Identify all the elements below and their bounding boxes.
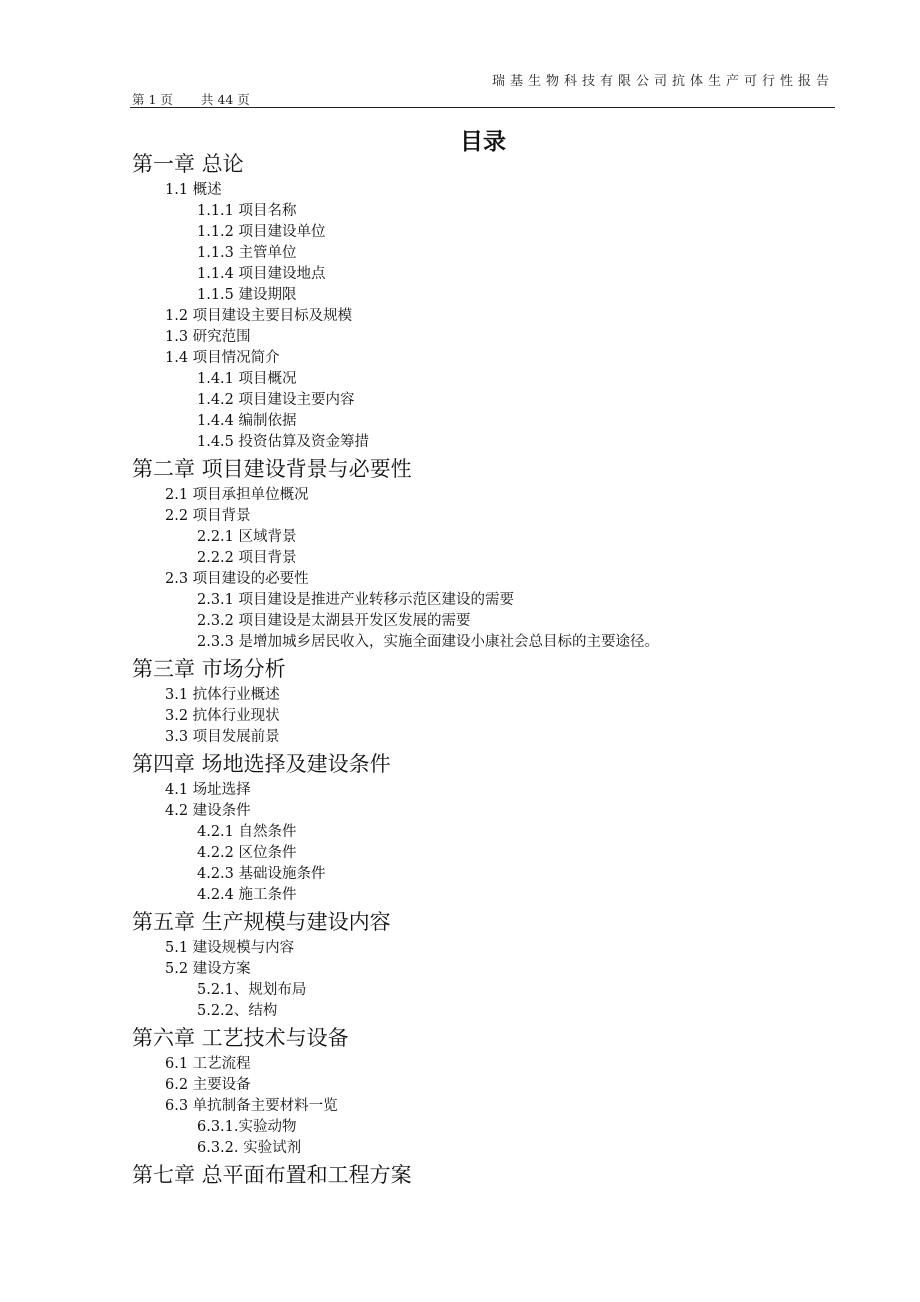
toc-section[interactable]: 3.1 抗体行业概述 (165, 687, 280, 703)
toc-subsection[interactable]: 4.2.3 基础设施条件 (197, 866, 326, 882)
toc-subsection[interactable]: 4.2.4 施工条件 (197, 887, 297, 903)
page-title: 目录 (460, 129, 506, 155)
toc-chapter[interactable]: 第二章 项目建设背景与必要性 (132, 457, 412, 481)
toc-subsection[interactable]: 1.1.4 项目建设地点 (197, 266, 326, 282)
header-page-info (132, 90, 250, 108)
toc-subsection[interactable]: 2.3.3 是增加城乡居民收入，实施全面建设小康社会总目标的主要途径。 (197, 634, 660, 650)
toc-section[interactable]: 1.2 项目建设主要目标及规模 (165, 308, 353, 324)
toc-section[interactable]: 4.1 场址选择 (165, 782, 251, 798)
toc-subsection[interactable]: 1.1.2 项目建设单位 (197, 224, 326, 240)
toc-subsection[interactable]: 4.2.2 区位条件 (197, 845, 297, 861)
toc-section[interactable]: 5.2 建设方案 (165, 961, 251, 977)
toc-subsection[interactable]: 2.2.2 项目背景 (197, 550, 297, 566)
toc-section[interactable]: 6.1 工艺流程 (165, 1056, 251, 1072)
toc-section[interactable]: 1.4 项目情况简介 (165, 350, 280, 366)
toc-section[interactable]: 5.1 建设规模与内容 (165, 940, 295, 956)
toc-subsection[interactable]: 2.2.1 区域背景 (197, 529, 297, 545)
toc-chapter[interactable]: 第七章 总平面布置和工程方案 (132, 1163, 412, 1187)
header-divider (130, 107, 835, 108)
toc-section[interactable]: 6.2 主要设备 (165, 1077, 251, 1093)
toc-section[interactable]: 2.3 项目建设的必要性 (165, 571, 309, 587)
toc-section[interactable]: 6.3 单抗制备主要材料一览 (165, 1098, 338, 1114)
toc-subsection[interactable]: 6.3.1.实验动物 (197, 1119, 297, 1135)
toc-section[interactable]: 2.2 项目背景 (165, 508, 251, 524)
toc-subsection[interactable]: 6.3.2. 实验试剂 (197, 1140, 302, 1156)
toc-subsection[interactable]: 1.1.5 建设期限 (197, 287, 297, 303)
toc-subsection[interactable]: 1.4.4 编制依据 (197, 413, 297, 429)
total-pages: 共 44 页 (200, 92, 250, 107)
toc-subsection[interactable]: 1.1.3 主管单位 (197, 245, 297, 261)
toc-subsection[interactable]: 1.4.5 投资估算及资金筹措 (197, 434, 370, 450)
toc-section[interactable]: 4.2 建设条件 (165, 803, 251, 819)
toc-subsection[interactable]: 5.2.1、规划布局 (197, 982, 307, 998)
toc-chapter[interactable]: 第三章 市场分析 (132, 657, 286, 681)
toc-subsection[interactable]: 1.4.1 项目概况 (197, 371, 297, 387)
toc-chapter[interactable]: 第四章 场地选择及建设条件 (132, 752, 391, 776)
toc-section[interactable]: 2.1 项目承担单位概况 (165, 487, 309, 503)
toc-subsection[interactable]: 4.2.1 自然条件 (197, 824, 297, 840)
toc-section[interactable]: 3.2 抗体行业现状 (165, 708, 280, 724)
toc-chapter[interactable]: 第一章 总论 (132, 152, 244, 176)
toc-subsection[interactable]: 2.3.2 项目建设是太湖县开发区发展的需要 (197, 613, 471, 629)
toc-section[interactable]: 1.3 研究范围 (165, 329, 251, 345)
page-number: 第 1 页 (132, 92, 173, 107)
toc-section[interactable]: 3.3 项目发展前景 (165, 729, 280, 745)
toc-subsection[interactable]: 1.4.2 项目建设主要内容 (197, 392, 355, 408)
header-report-title: 瑞基生物科技有限公司抗体生产可行性报告 (491, 74, 834, 89)
toc-subsection[interactable]: 2.3.1 项目建设是推进产业转移示范区建设的需要 (197, 592, 515, 608)
toc-subsection[interactable]: 1.1.1 项目名称 (197, 203, 297, 219)
toc-chapter[interactable]: 第五章 生产规模与建设内容 (132, 910, 391, 934)
toc-section[interactable]: 1.1 概述 (165, 182, 222, 198)
toc-subsection[interactable]: 5.2.2、结构 (197, 1003, 278, 1019)
toc-chapter[interactable]: 第六章 工艺技术与设备 (132, 1026, 349, 1050)
